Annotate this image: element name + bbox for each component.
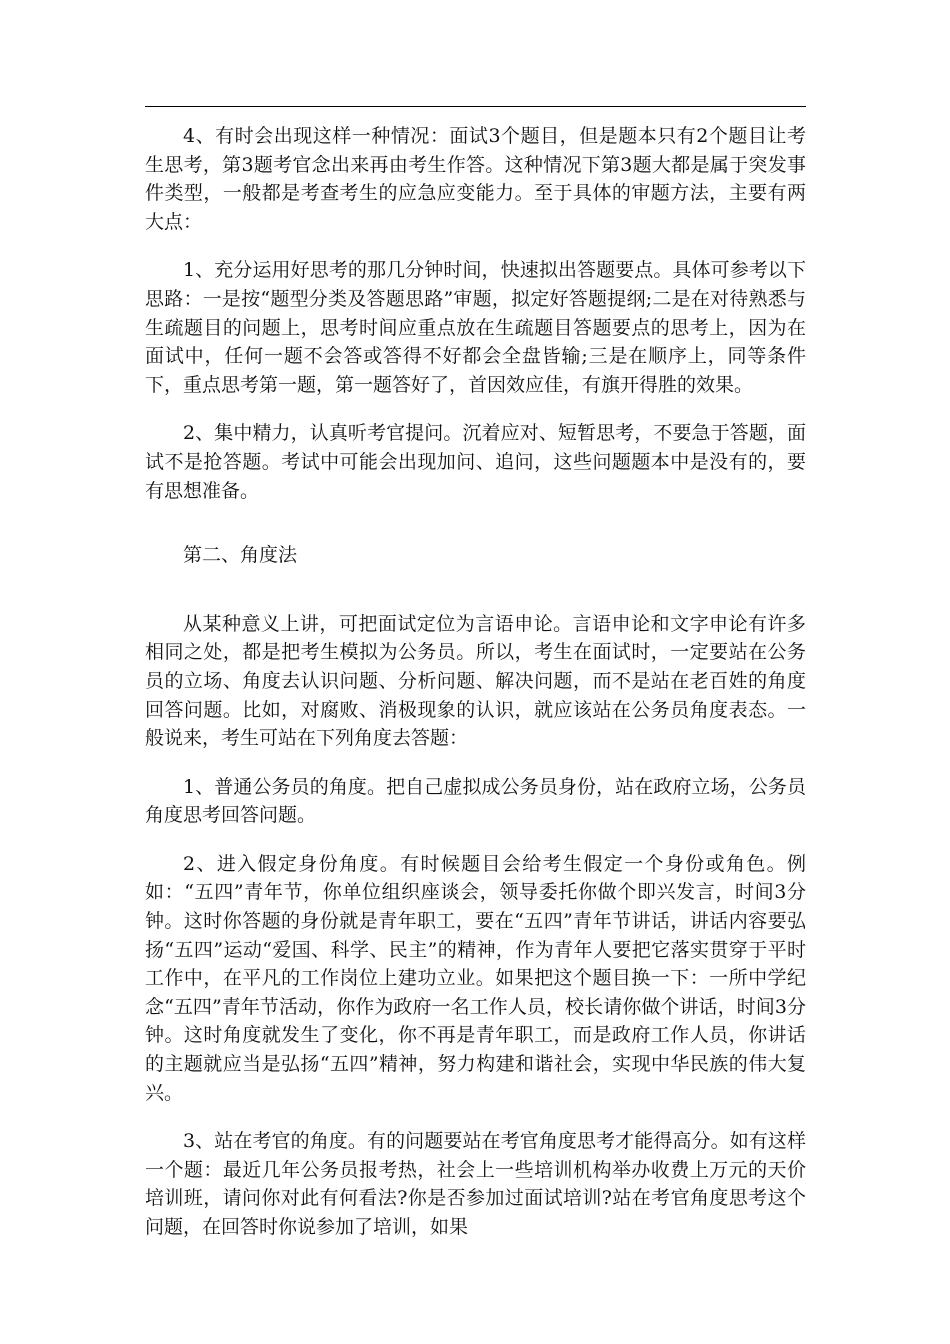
header-rule [145, 106, 806, 107]
section-heading: 第二、角度法 [183, 544, 298, 567]
paragraph-question-4: 4、有时会出现这样一种情况：面试3个题目，但是题本只有2个题目让考生思考，第3题考官念出来再由考生作答。这种情况下第3题大都是属于突发事件类型，一般都是考查考生的应急应变能力。至于具体的审题方法，主要有两大点： [145, 125, 806, 233]
paragraph-method-2: 2、集中精力，认真听考官提问。沉着应对、短暂思考，不要急于答题，面试不是抢答题。考试中可能会出现加问、追问，这些问题题本中是没有的，要有思想准备。 [145, 422, 806, 502]
paragraph-method-1: 1、充分运用好思考的那几分钟时间，快速拟出答题要点。具体可参考以下思路：一是按“题型分类及答题思路”审题，拟定好答题提纲;二是在对待熟悉与生疏题目的问题上，思考时间应重点放在生疏题目答题要点的思考上，因为在面试中，任何一题不会答或答得不好都会全盘皆输;三是在顺序上，同等条件下，重点思考第一题，第一题答好了，首因效应佳，有旗开得胜的效果。 [145, 259, 806, 396]
paragraph-angle-1: 1、普通公务员的角度。把自己虚拟成公务员身份，站在政府立场，公务员角度思考回答问题。 [145, 775, 806, 827]
paragraph-angle-3: 3、站在考官的角度。有的问题要站在考官角度思考才能得高分。如有这样一个题：最近几年公务员报考热，社会上一些培训机构举办收费上万元的天价培训班，请问你对此有何看法?你是否参加过面试培训?站在考官角度思考这个问题，在回答时你说参加了培训，如果 [145, 1130, 806, 1238]
paragraph-angle-2: 2、进入假定身份角度。有时候题目会给考生假定一个身份或角色。例如：“五四”青年节，你单位组织座谈会，领导委托你做个即兴发言，时间3分钟。这时你答题的身份就是青年职工，要在“五四”青年节讲话，讲话内容要弘扬“五四”运动“爱国、科学、民主”的精神，作为青年人要把它落实贯穿于平时工作中，在平凡的工作岗位上建功立业。如果把这个题目换一下：一所中学纪念“五四”青年节活动，你作为政府一名工作人员，校长请你做个讲话，时间3分钟。这时角度就发生了变化，你不再是青年职工，而是政府工作人员，你讲话的主题就应当是弘扬“五四”精神，努力构建和谐社会，实现中华民族的伟大复兴。 [145, 852, 806, 1104]
document-body [145, 122, 806, 1242]
paragraph-intro: 从某种意义上讲，可把面试定位为言语申论。言语申论和文字申论有许多相同之处，都是把考生模拟为公务员。所以，考生在面试时，一定要站在公务员的立场、角度去认识问题、分析问题、解决问题，而不是站在老百姓的角度回答问题。比如，对腐败、消极现象的认识，就应该站在公务员角度表态。一般说来，考生可站在下列角度去答题： [145, 612, 806, 750]
